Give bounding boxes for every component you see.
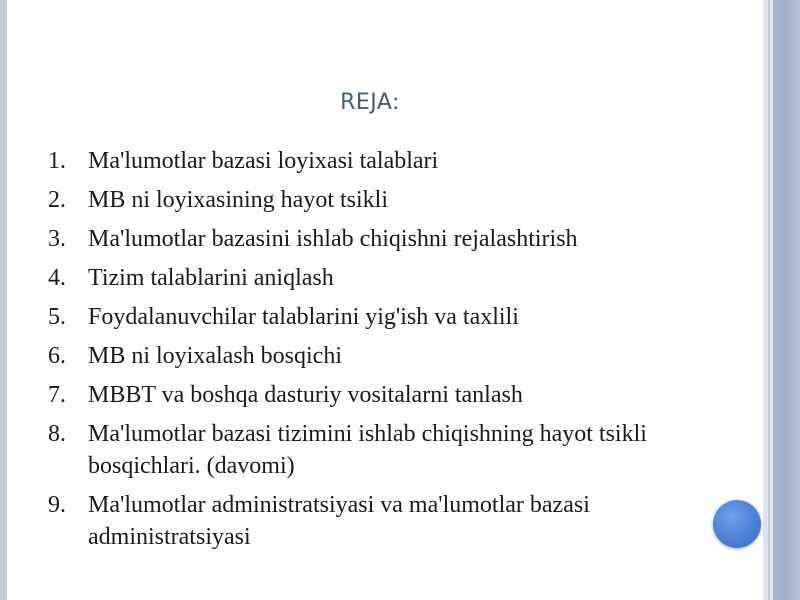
list-item-number: 5.: [48, 304, 66, 330]
list-item-text: Tizim talablarini aniqlash: [88, 265, 334, 291]
list-item-number: 6.: [48, 343, 66, 369]
list-item: [48, 379, 688, 411]
list-item: [48, 262, 688, 294]
list-item-text: Ma'lumotlar bazasi tizimini ishlab chiqishning hayot tsikli bosqichlari. (davomi): [88, 421, 647, 479]
right-decorative-stripe: [768, 0, 770, 600]
list-item-number: 9.: [48, 492, 66, 518]
list-item-number: 1.: [48, 148, 66, 174]
list-item-number: 4.: [48, 265, 66, 291]
circle-nav-button[interactable]: [713, 500, 761, 548]
list-item-text: Ma'lumotlar bazasini ishlab chiqishni rejalashtirish: [88, 226, 578, 252]
list-item: [48, 145, 688, 177]
list-item-text: MBBT va boshqa dasturiy vositalarni tanlash: [88, 382, 523, 408]
list-item: [48, 223, 688, 255]
right-decorative-bar: [773, 0, 800, 600]
list-item-text: Ma'lumotlar administratsiyasi va ma'lumotlar bazasi administratsiyasi: [88, 492, 590, 550]
list-item-text: Ma'lumotlar bazasi loyixasi talablari: [88, 148, 439, 174]
list-item-number: 8.: [48, 421, 66, 447]
list-item: [48, 418, 688, 482]
list-item-number: 7.: [48, 382, 66, 408]
list-item-number: 3.: [48, 226, 66, 252]
list-item-text: Foydalanuvchilar talablarini yig'ish va taxlili: [88, 304, 519, 330]
list-item-text: MB ni loyixalash bosqichi: [88, 343, 342, 369]
list-item: [48, 184, 688, 216]
list-item: [48, 340, 688, 372]
list-item: [48, 489, 688, 553]
agenda-list: [48, 145, 688, 560]
slide-title: REJA:: [340, 90, 400, 115]
list-item: [48, 301, 688, 333]
list-item-number: 2.: [48, 187, 66, 213]
list-item-text: MB ni loyixasining hayot tsikli: [88, 187, 389, 213]
